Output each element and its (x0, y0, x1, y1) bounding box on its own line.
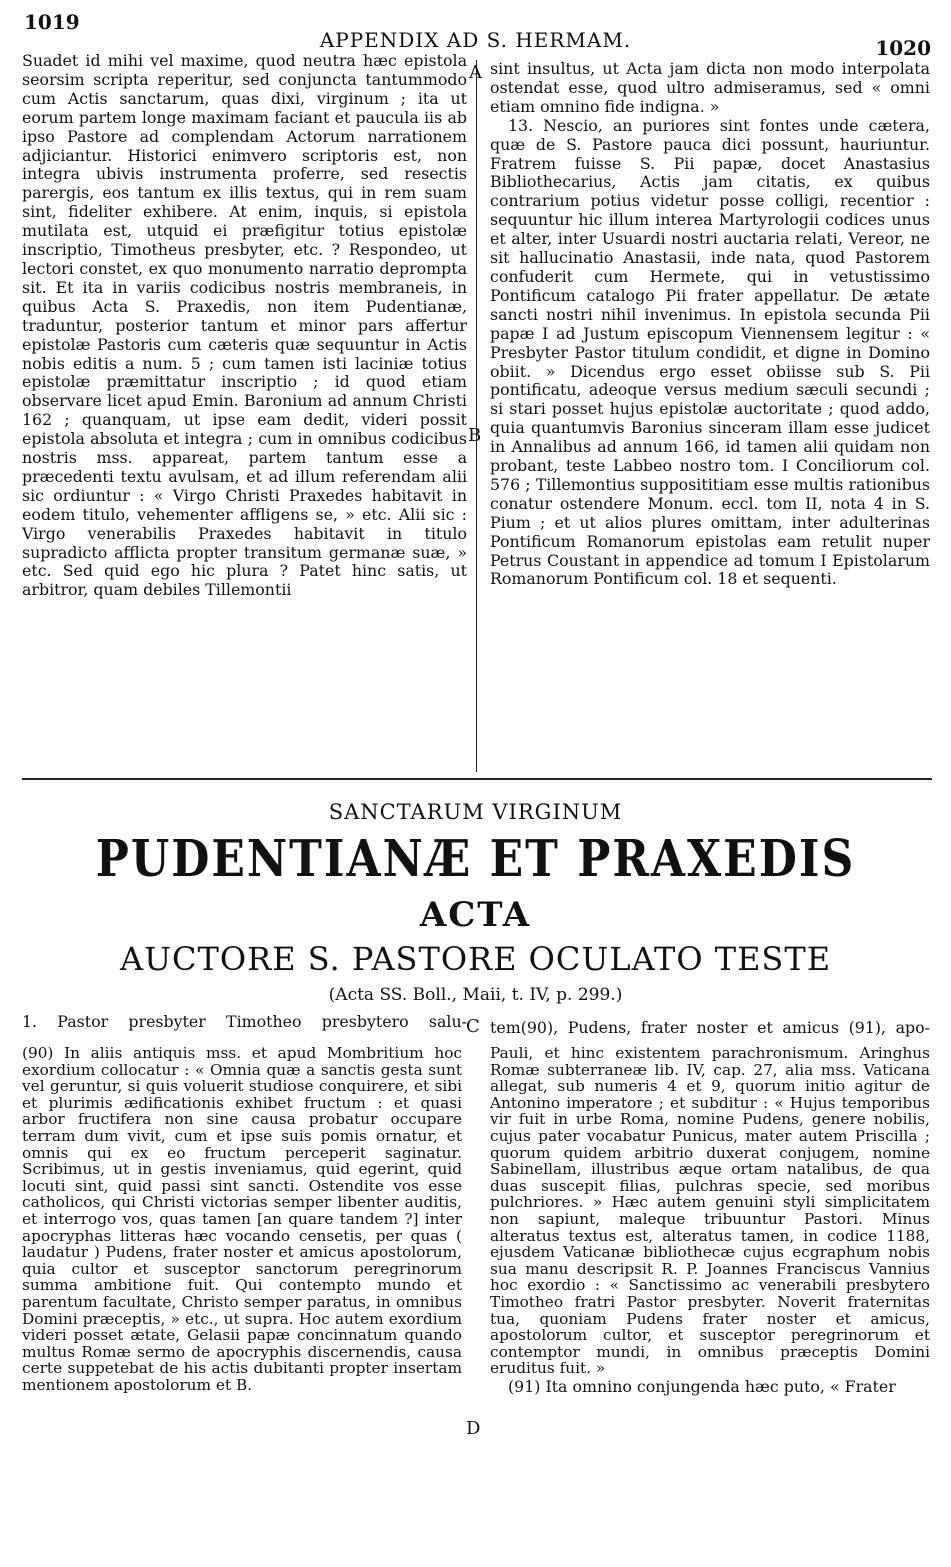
section-divider (22, 778, 932, 780)
page-number-left: 1019 (24, 10, 80, 34)
running-title: APPENDIX AD S. HERMAM. (319, 28, 632, 52)
source-citation: (Acta SS. Boll., Maii, t. IV, p. 299.) (328, 985, 623, 1005)
footnotes-left-column (22, 1045, 462, 1393)
body-line-right: tem(90), Pudens, frater noster et amicus (91), apo- (490, 1018, 930, 1037)
margin-marker-b: B (468, 425, 482, 446)
title-acta: ACTA (419, 895, 532, 935)
top-left-column (22, 52, 467, 600)
footnotes-right-column (490, 1045, 930, 1395)
body-line-left: 1. Pastor presbyter Timotheo presbytero salu- (22, 1012, 467, 1031)
page-number-right: 1020 (875, 36, 931, 60)
title-line-1: SANCTARUM VIRGINUM (328, 800, 623, 824)
footnote: (90) In aliis antiquis mss. et apud Mombritium hoc exordium collocatur : « Omnia quæ a sanctis gesta sunt vel geruntur, si quis voluerit studiose conquirere, et sibi et plurimis ædificationis exhibet fructum : et quasi arbor fructifera non sine causa probatur occupare terram dum vivit, cum et ipse suis pomis ornatur, et omnis qui ex eo fructum perceperit saginatur. Scribimus, ut in gestis inveniamus, quid egerint, quid locuti sint, quid passi sint sancti. Ostendite vos esse catholicos, qui Christi victorias semper libenter auditis, et interrogo vos, quas tamen [an quare tandem ?] inter apocryphas litteras hæc vocando censetis, per quas ( laudatur ) Pudens, frater noster et amicus apostolorum, quia cultor et susceptor sanctorum peregrinorum summa ambitione fuit. Qui contempto mundo et parentum facultate, Christo semper paratus, in omnibus Domini præceptis, » etc., ut supra. Hoc autem exordium videri posset ætate, Gelasii papæ concinnatum quando multus Romæ sermo de apocryphis discernendis, causa certe suppetebat de his actis dubitanti propter insertam mentionem apostolorum et B. (22, 1044, 462, 1394)
paragraph: 13. Nescio, an puriores sint fontes unde cætera, quæ de S. Pastore pauca dici possunt, hauriuntur. Fratrem fuisse S. Pii papæ, docet Anastasius Bibliothecarius, Actis jam citatis, ex quibus contrarium potius videtur posse colligi, recentior : sequuntur hic illum interea Martyrologii codices unus et alter, inter Usuardi nostri auctaria relati, Vereor, ne sit hallucinatio Anastasii, inde nata, quod Pastorem confuderit cum Hermete, qui in vetustissimo Pontificum catalogo Pii frater appellatur. De ætate sancti nostri nihil invenimus. In epistola secunda Pii papæ I ad Justum episcopum Viennensem legitur : « Presbyter Pastor titulum condidit, et digne in Domino obiit. » Dicendus ergo esset obiisse sub S. Pii pontificatu, adeoque versus medium sæculi secundi ; si stari posset hujus epistolæ auctoritate ; quod addo, quia quantumvis Baronius sinceram illam esse judicet in Annalibus ad annum 166, id tamen alii quidam non probant, teste Labbeo nostro tom. I Conciliorum col. 576 ; Tillemontius supposititiam esse multis rationibus conatur ostendere Monum. eccl. tom II, nota 4 in S. Pium ; et ut alios plures omittam, inter adulterinas Pontificum Romanorum epistolas eam retulit nuper Petrus Coustant in appendice ad tomum I Epistolarum Romanorum Pontificum col. 18 et sequenti. (490, 115, 930, 589)
title-author: AUCTORE S. PASTORE OCULATO TESTE (119, 940, 832, 978)
main-title: PUDENTIANÆ ET PRAXEDIS (95, 830, 856, 889)
margin-marker-c: C (466, 1016, 480, 1037)
paragraph: sint insultus, ut Acta jam dicta non modo interpolata ostendat esse, quod ultro admiseramus, sed « omni etiam omnino fide indigna. » (490, 59, 930, 116)
paragraph: Suadet id mihi vel maxime, quod neutra hæc epistola seorsim scripta reperitur, sed conjuncta tantummodo cum Actis sanctarum, quas dixi, virginum ; ita ut eorum partem longe maximam faciant et paucula iis ab ipso Pastore ad complendam Actorum narrationem adjiciantur. Historici enimvero scriptoris est, non integra ubivis instrumenta proferre, sed resectis parergis, eos tantum ex illis textus, qui in rem suam sint, fideliter exhibere. At enim, inquis, si epistola mutilata est, utquid ei præfigitur totius epistolæ inscriptio, Timotheus presbyter, etc. ? Respondeo, ut lectori constet, ex quo monumento narratio deprompta sit. Et ita in variis codicibus nostris membraneis, in quibus Acta S. Praxedis, non item Pudentianæ, traduntur, posterior tantum et minor pars affertur epistolæ Pastoris cum cæteris quæ sequuntur in Actis nobis editis a num. 5 ; cum tamen isti laciniæ totius epistolæ præmittatur inscriptio ; id quod etiam observare licet apud Emin. Baronium ad annum Christi 162 ; quanquam, ut ipse eam dedit, videri possit epistola absoluta et integra ; cum in omnibus codicibus nostris mss. appareat, partem tantum esse a præcedenti textu avulsam, et ad illum referendam alii sic ordiuntur : « Virgo Christi Praxedes habitavit in eodem titulo, vehementer affligens se, » etc. Alii sic : Virgo venerabilis Praxedes habitavit in titulo supradicto afflicta propter transitum germanæ suæ, » etc. Sed quid ego hic plura ? Patet hinc satis, ut arbitror, quam debiles Tillemontii (22, 51, 467, 600)
footnote: (91) Ita omnino conjungenda hæc puto, « Frater (508, 1376, 896, 1396)
footnote: Pauli, et hinc existentem parachronismum. Aringhus Romæ subterraneæ lib. IV, cap. 27, alia mss. Vaticana allegat, sub numeris 4 et 9, quorum initio agitur de Antonino imperatore ; et subditur : « Hujus temporibus vir fuit in urbe Roma, nomine Pudens, genere nobilis, cujus pater vocabatur Punicus, mater autem Priscilla ; quorum quidem arbitrio duxerat conjugem, nomine Sabinellam, illustribus æque ortam natalibus, de qua duas suscepit filias, pulchras specie, sed moribus pulchriores. » Hæc autem genuini styli simplicitatem non sapiunt, maleque tribuuntur Pastori. Minus alteratus textus est, alteratus tamen, in codice 1188, ejusdem Vaticanæ bibliothecæ cujus ecgraphum nobis sua manu descripsit R. P. Joannes Franciscus Vannius hoc exordio : « Sanctissimo ac venerabili presbytero Timotheo fratri Pastor presbyter. Noverit fraternitas tua, quoniam Pudens frater noster et amicus, apostolorum cultor, et susceptor peregrinorum et contemptor mundi, in omnibus præceptis Domini eruditus fuit. » (490, 1044, 930, 1378)
page-header (0, 10, 951, 60)
margin-marker-a: A (469, 62, 482, 83)
top-right-column (490, 60, 930, 589)
column-divider (476, 60, 477, 772)
margin-marker-d: D (466, 1418, 481, 1439)
